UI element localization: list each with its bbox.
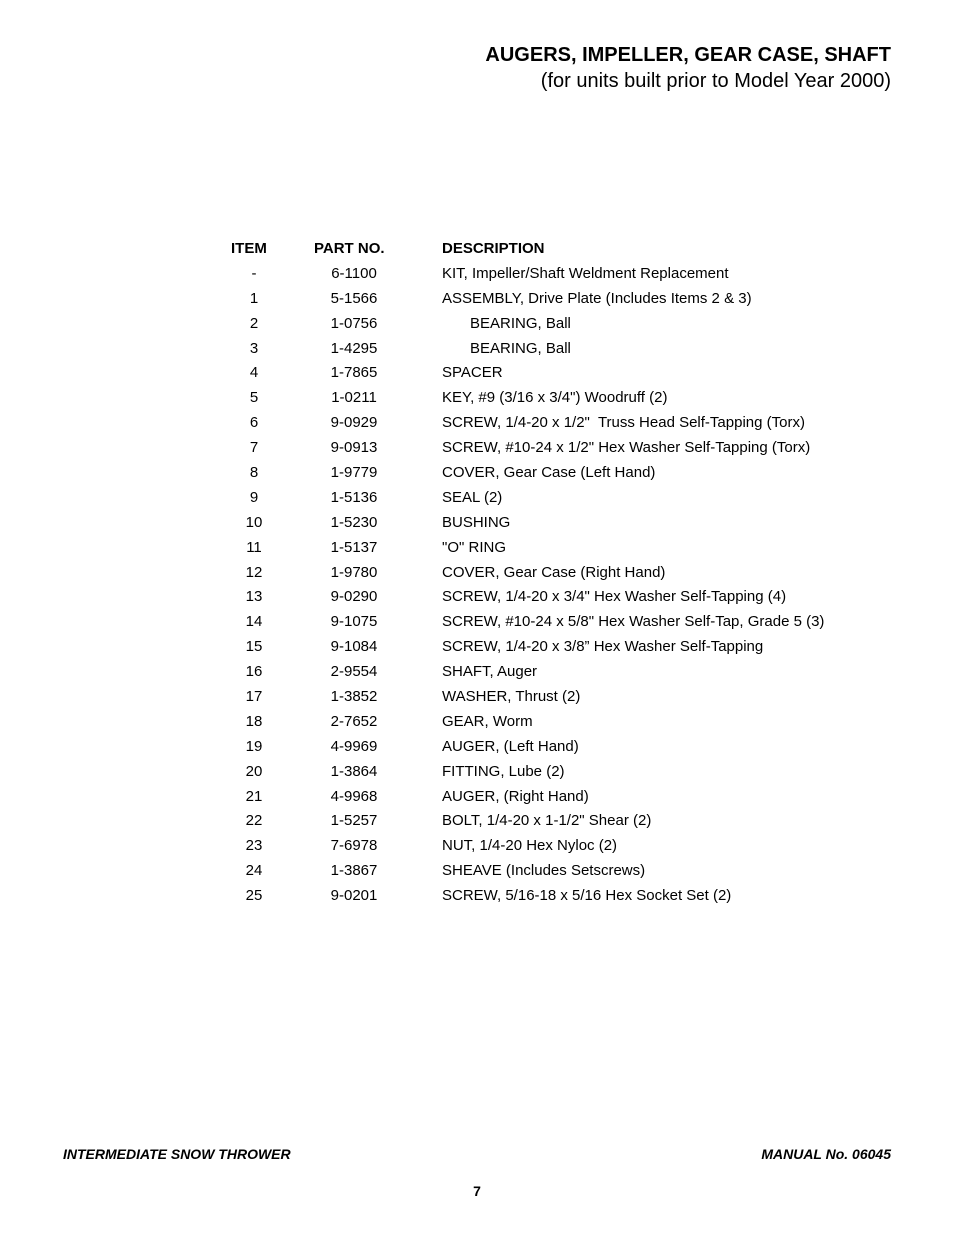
table-row xyxy=(0,610,954,635)
part-description: COVER, Gear Case (Right Hand) xyxy=(442,563,666,581)
table-row xyxy=(0,436,954,461)
part-number: 1-5257 xyxy=(330,812,378,830)
part-number: 1-0211 xyxy=(331,389,377,407)
item-number: 21 xyxy=(245,787,263,805)
part-description: KIT, Impeller/Shaft Weldment Replacement xyxy=(442,264,729,282)
part-description: SPACER xyxy=(442,364,503,382)
table-row xyxy=(0,785,954,810)
table-row xyxy=(0,809,954,834)
table-row xyxy=(0,536,954,561)
part-number: 1-0756 xyxy=(330,314,378,332)
item-number: 5 xyxy=(249,389,259,407)
part-number: 9-1075 xyxy=(330,613,378,631)
part-description: FITTING, Lube (2) xyxy=(442,762,565,780)
item-number: 20 xyxy=(245,762,263,780)
part-number: 1-3864 xyxy=(330,762,378,780)
item-number: 24 xyxy=(245,862,263,880)
table-row xyxy=(0,386,954,411)
item-number: 9 xyxy=(249,488,259,506)
part-number: 1-4295 xyxy=(330,339,378,357)
part-number: 1-5136 xyxy=(330,488,378,506)
part-description: SCREW, 5/16-18 x 5/16 Hex Socket Set (2) xyxy=(442,887,732,905)
table-row xyxy=(0,635,954,660)
part-number: 1-5137 xyxy=(330,538,378,556)
item-number: 23 xyxy=(245,837,263,855)
part-number: 1-9780 xyxy=(330,563,378,581)
part-number: 9-1084 xyxy=(330,638,378,656)
part-number: 4-9969 xyxy=(330,737,378,755)
item-number: 16 xyxy=(245,663,263,681)
footer-product-name: INTERMEDIATE SNOW THROWER xyxy=(63,1146,291,1162)
item-number: 2 xyxy=(249,314,259,332)
part-description: AUGER, (Right Hand) xyxy=(442,787,589,805)
part-description: GEAR, Worm xyxy=(442,712,533,730)
page-title: AUGERS, IMPELLER, GEAR CASE, SHAFT xyxy=(485,44,891,66)
part-number: 5-1566 xyxy=(330,289,378,307)
part-description: SCREW, 1/4-20 x 3/8” Hex Washer Self-Tapping xyxy=(442,638,764,656)
part-number: 1-3867 xyxy=(330,862,378,880)
part-description: ASSEMBLY, Drive Plate (Includes Items 2 & 3) xyxy=(442,289,752,307)
part-number: 1-3852 xyxy=(330,688,378,706)
table-row xyxy=(0,735,954,760)
table-row xyxy=(0,660,954,685)
table-row xyxy=(0,710,954,735)
footer-manual-number: MANUAL No. 06045 xyxy=(761,1146,891,1162)
part-number: 2-7652 xyxy=(330,712,378,730)
column-header-part-no: PART NO. xyxy=(314,240,385,257)
item-number: 1 xyxy=(249,289,259,307)
part-number: 2-9554 xyxy=(330,663,378,681)
part-description: NUT, 1/4-20 Hex Nyloc (2) xyxy=(442,837,618,855)
part-description: SCREW, #10-24 x 5/8" Hex Washer Self-Tap, Grade 5 (3) xyxy=(442,613,825,631)
part-description: SEAL (2) xyxy=(442,488,503,506)
table-row xyxy=(0,262,954,287)
table-row xyxy=(0,834,954,859)
item-number: 14 xyxy=(245,613,263,631)
part-description: SHEAVE (Includes Setscrews) xyxy=(442,862,646,880)
item-number: 6 xyxy=(249,414,259,432)
part-description: BEARING, Ball xyxy=(470,339,571,357)
table-row xyxy=(0,312,954,337)
table-row xyxy=(0,685,954,710)
table-row xyxy=(0,486,954,511)
item-number: 12 xyxy=(245,563,263,581)
item-number: 7 xyxy=(249,439,259,457)
page-header xyxy=(485,42,891,94)
column-header-item: ITEM xyxy=(231,240,267,257)
part-number: 9-0913 xyxy=(330,439,378,457)
item-number: 4 xyxy=(249,364,259,382)
item-number: 13 xyxy=(245,588,263,606)
table-row xyxy=(0,411,954,436)
part-number: 6-1100 xyxy=(331,264,377,282)
part-number: 1-5230 xyxy=(330,513,378,531)
item-number: 19 xyxy=(245,737,263,755)
item-number: 15 xyxy=(245,638,263,656)
table-row xyxy=(0,337,954,362)
column-header-description: DESCRIPTION xyxy=(442,240,545,257)
item-number: 10 xyxy=(245,513,263,531)
part-description: SCREW, #10-24 x 1/2" Hex Washer Self-Tapping (Torx) xyxy=(442,439,811,457)
table-row xyxy=(0,561,954,586)
item-number: 25 xyxy=(245,887,263,905)
part-description: SCREW, 1/4-20 x 3/4" Hex Washer Self-Tapping (4) xyxy=(442,588,787,606)
part-description: WASHER, Thrust (2) xyxy=(442,688,581,706)
part-description: COVER, Gear Case (Left Hand) xyxy=(442,464,656,482)
part-number: 4-9968 xyxy=(330,787,378,805)
part-number: 1-7865 xyxy=(330,364,378,382)
table-row xyxy=(0,461,954,486)
item-number: 18 xyxy=(245,712,263,730)
part-description: BUSHING xyxy=(442,513,511,531)
part-description: AUGER, (Left Hand) xyxy=(442,737,579,755)
part-description: BEARING, Ball xyxy=(470,314,571,332)
table-row xyxy=(0,859,954,884)
part-description: SCREW, 1/4-20 x 1/2" Truss Head Self-Tapping (Torx) xyxy=(442,414,805,432)
table-row xyxy=(0,884,954,909)
part-number: 1-9779 xyxy=(330,464,378,482)
item-number: - xyxy=(251,264,257,282)
page-number: 7 xyxy=(473,1183,481,1199)
part-number: 7-6978 xyxy=(330,837,378,855)
part-description: "O" RING xyxy=(442,538,506,556)
part-number: 9-0929 xyxy=(330,414,378,432)
table-row xyxy=(0,361,954,386)
part-description: BOLT, 1/4-20 x 1-1/2" Shear (2) xyxy=(442,812,652,830)
item-number: 11 xyxy=(246,538,262,556)
item-number: 8 xyxy=(249,464,259,482)
table-row xyxy=(0,511,954,536)
part-number: 9-0290 xyxy=(330,588,378,606)
table-row xyxy=(0,287,954,312)
parts-table xyxy=(0,237,954,909)
parts-table-body xyxy=(0,262,954,909)
table-row xyxy=(0,760,954,785)
item-number: 17 xyxy=(245,688,263,706)
table-row xyxy=(0,585,954,610)
parts-table-header xyxy=(0,237,954,262)
part-description: KEY, #9 (3/16 x 3/4") Woodruff (2) xyxy=(442,389,668,407)
part-number: 9-0201 xyxy=(330,887,378,905)
part-description: SHAFT, Auger xyxy=(442,663,538,681)
item-number: 22 xyxy=(245,812,263,830)
page-subtitle: (for units built prior to Model Year 2000) xyxy=(540,70,891,92)
item-number: 3 xyxy=(249,339,259,357)
